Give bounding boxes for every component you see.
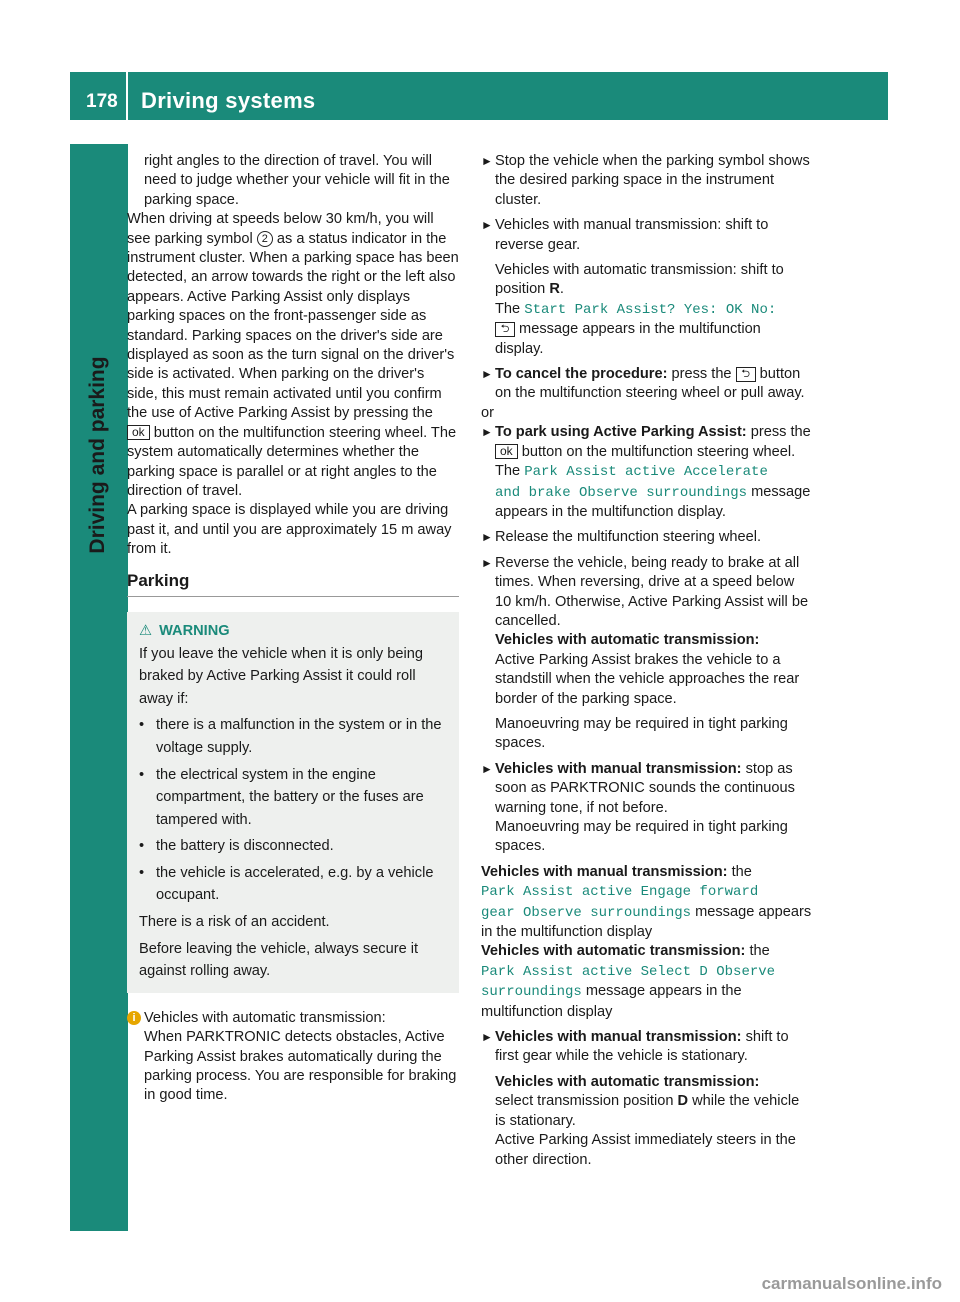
warning-triangle-icon: ⚠: [139, 622, 153, 639]
display-message: and brake Observe surroundings: [495, 484, 748, 501]
step-manual-stop: ► Vehicles with manual transmission: stop as soon as PARKTRONIC sounds the continuous warning tone, if not before. Manoeuvring may be required in tight parking spaces.: [481, 760, 795, 855]
warning-intro: If you leave the vehicle when it is only being braked by Active Parking Assist it could roll away if:: [139, 645, 423, 707]
display-message: gear Observe surroundings: [481, 904, 692, 921]
or-text: or: [481, 404, 494, 421]
step-park: ► To park using Active Parking Assist: press the ok button on the multifunction steering wheel. The Park Assist active Accelerate and brake Observe surroundings message appears in the multifunction display.: [481, 423, 813, 522]
watermark: carmanualsonline.info: [761, 1274, 942, 1293]
step-arrow-icon: ►: [481, 425, 493, 440]
start-park-message: The Start Park Assist? Yes: OK No: ⮌ message appears in the multifunction display.: [495, 300, 777, 357]
bullet-icon: •: [139, 864, 145, 881]
bullet-icon: •: [139, 766, 145, 783]
info-note: [127, 1009, 459, 1106]
step-first-gear: ► Vehicles with manual transmission: shift to first gear while the vehicle is stationary. Vehicles with automatic transmission: select transmission position D while the vehicle is stationary. Active Parking Assist immediately steers in the other direction.: [481, 1029, 800, 1168]
warning-bullet: • the battery is disconnected.: [139, 835, 447, 858]
left-column: [127, 152, 459, 1106]
ok-button-icon: ok: [495, 444, 518, 459]
header-divider: [126, 72, 128, 120]
warning-bullet: • the vehicle is accelerated, e.g. by a vehicle occupant.: [139, 862, 447, 907]
step-release-wheel: ► Release the multifunction steering wheel.: [481, 528, 813, 547]
warning-advice: Before leaving the vehicle, always secure it against rolling away.: [139, 940, 419, 980]
warning-box: [127, 612, 459, 993]
warning-risk: There is a risk of an accident.: [139, 914, 330, 931]
detection-paragraph: When driving at speeds below 30 km/h, you will see parking symbol 2 as a status indicator in the instrument cluster. When a parking space has been detected, an arrow towards the right or the left also appears. Active Parking Assist only displays parking spaces on the front-passenger side as standard. Parking spaces on the driver's side are displayed as soon as the turn signal on the driver's side is activated. When parking on the driver's side, this must remain activated until you confirm the use of Active Parking Assist by pressing the ok button on the multifunction steering wheel. The system automatically determines whether the parking space is parallel or at right angles to the direction of travel.: [127, 211, 459, 499]
info-icon: i: [127, 1011, 141, 1025]
step-arrow-icon: ►: [481, 555, 493, 570]
side-label: Driving and parking: [86, 356, 109, 554]
parking-heading: Parking: [127, 571, 459, 597]
side-tab: [70, 144, 128, 1231]
step-arrow-icon: ►: [481, 1030, 493, 1045]
warning-bullet: • there is a malfunction in the system or in the voltage supply.: [139, 714, 447, 759]
display-paragraph: A parking space is displayed while you are driving past it, and until you are approximately 15 m away from it.: [127, 502, 452, 558]
display-message: Park Assist active Engage forward: [481, 884, 759, 901]
step-cancel: ► To cancel the procedure: press the ⮌ button on the multifunction steering wheel or pull away.: [481, 366, 805, 402]
section-title: Driving systems: [141, 88, 316, 113]
back-button-icon: ⮌: [495, 322, 515, 337]
step-reverse: ► Reverse the vehicle, being ready to brake at all times. When reversing, drive at a speed below 10 km/h. Otherwise, Active Parking Assist will be cancelled. Vehicles with automatic transmission: Active Parking Assist brakes the vehicle to a standstill when the vehicle approaches the rear border of the parking space. Manoeuvring may be required in tight parking spaces.: [481, 554, 809, 752]
step-arrow-icon: ►: [481, 154, 493, 168]
back-button-icon: ⮌: [736, 367, 756, 382]
automatic-shift-note: Vehicles with automatic transmission: shift to position R.: [495, 262, 784, 298]
warning-bullet: • the electrical system in the engine compartment, the battery or the fuses are tampered with.: [139, 764, 447, 832]
display-message: surroundings: [481, 984, 582, 1001]
automatic-message-note: Vehicles with automatic transmission: the Park Assist active Select D Observe surroundings message appears in the multifunction display: [481, 943, 776, 1020]
page-number: 178: [86, 91, 118, 112]
step-reverse-gear: ► Vehicles with manual transmission: shift to reverse gear. Vehicles with automatic transmission: shift to position R. The Start Park Assist? Yes: OK No: ⮌ message appears in the multifunction display.: [481, 216, 813, 359]
step-arrow-icon: ►: [481, 218, 493, 233]
display-message: Start Park Assist? Yes: OK No:: [524, 301, 777, 318]
display-message: Park Assist active Select D Observe: [481, 963, 776, 980]
parking-symbol-icon: 2: [257, 231, 273, 247]
park-active-message: The Park Assist active Accelerate and brake Observe surroundings message appears in the multifunction display.: [495, 463, 811, 520]
warning-title: ⚠ WARNING: [139, 620, 447, 643]
bullet-icon: •: [139, 838, 145, 855]
step-arrow-icon: ►: [481, 761, 493, 776]
display-message: Park Assist active Accelerate: [524, 464, 768, 481]
info-text: When PARKTRONIC detects obstacles, Active Parking Assist brakes automatically during the parking process. You are responsible for braking in good time.: [144, 1029, 457, 1104]
step-stop-vehicle: ► Stop the vehicle when the parking symbol shows the desired parking space in the instrument cluster.: [481, 153, 810, 208]
right-column: [481, 152, 813, 1170]
ok-button-icon: ok: [127, 425, 150, 440]
step-arrow-icon: ►: [481, 530, 493, 545]
intro-continued: right angles to the direction of travel. You will need to judge whether your vehicle will fit in the parking space.: [144, 153, 450, 208]
bullet-icon: •: [139, 717, 145, 734]
manual-message-note: Vehicles with manual transmission: the Park Assist active Engage forward gear Observe surroundings message appears in the multifunction display: [481, 863, 812, 941]
step-arrow-icon: ►: [481, 367, 493, 382]
info-title: Vehicles with automatic transmission:: [144, 1009, 386, 1026]
